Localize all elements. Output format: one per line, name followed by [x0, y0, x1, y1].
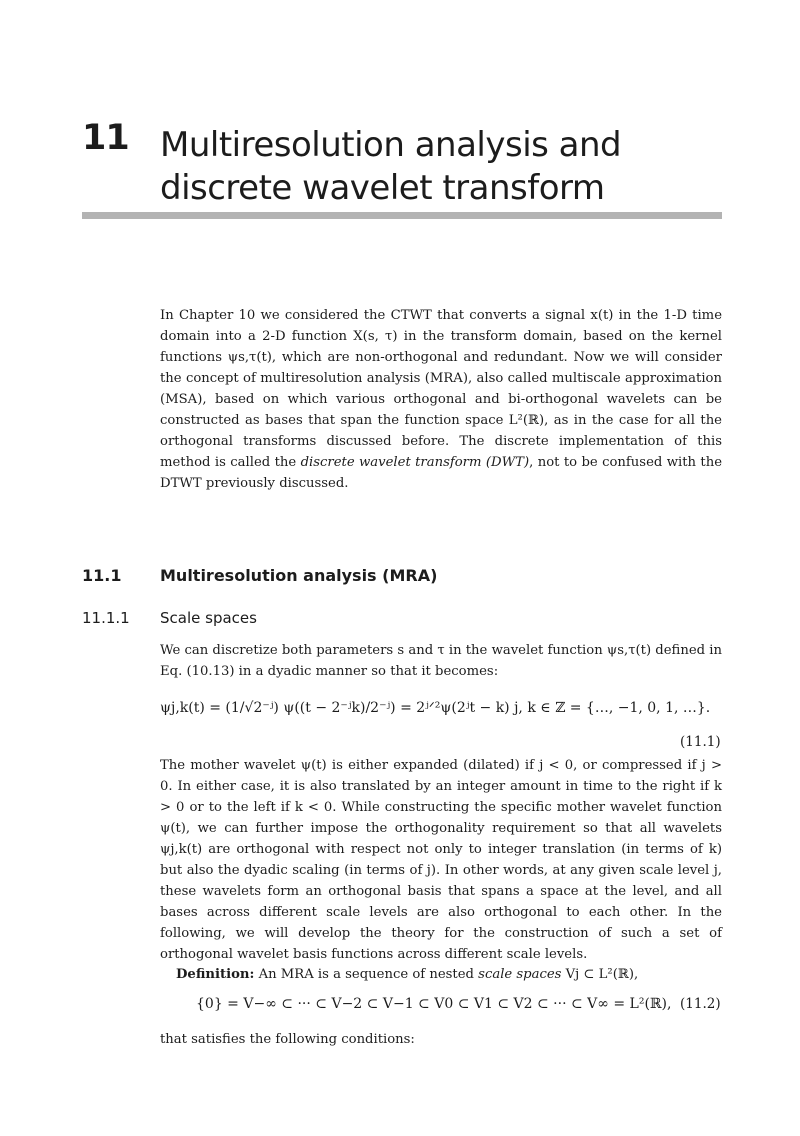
definition-text-before: An MRA is a sequence of nested: [254, 967, 479, 982]
paragraph-1: We can discretize both parameters s and τ in the wavelet function ψs,τ(t) defined in Eq. (10.13) in a dyadic manner so that it becomes:: [160, 643, 722, 679]
intro-emphasis: discrete wavelet transform (DWT): [300, 455, 530, 470]
definition-paragraph: [160, 964, 722, 985]
subsection-number: 11.1.1: [82, 609, 130, 627]
subsection-title: Scale spaces: [160, 609, 257, 627]
definition-emphasis: scale spaces: [478, 967, 562, 982]
paragraph-3: that satisfies the following conditions:: [160, 1032, 415, 1047]
chapter-rule: [82, 212, 722, 219]
equation-number-11-2: (11.2): [680, 996, 721, 1012]
equation-11-2: {0} = V−∞ ⊂ ··· ⊂ V−2 ⊂ V−1 ⊂ V0 ⊂ V1 ⊂ V2 ⊂ ··· ⊂ V∞ = L²(ℝ),: [196, 996, 672, 1012]
equation-11-1: ψj,k(t) = (1/√2⁻ʲ) ψ((t − 2⁻ʲk)/2⁻ʲ) = 2ʲᐟ²ψ(2ʲt − k) j, k ∈ ℤ = {…, −1, 0, 1, …}.: [160, 700, 711, 716]
chapter-number: 11: [82, 118, 129, 158]
intro-paragraph: [160, 305, 722, 494]
section-title: Multiresolution analysis (MRA): [160, 566, 438, 585]
definition-label: Definition:: [176, 967, 255, 982]
intro-text-before: In Chapter 10 we considered the CTWT that converts a signal x(t) in the 1-D time domain into a 2-D function X(s, τ) in the transform domain, based on the kernel functions ψs,τ(t), which are non-orthogonal and redundant. Now we will consider the concept of multiresolution analysis (MRA), also called multiscale approximation (MSA), based on which various orthogonal and bi-orthogonal wavelets can be constructed as bases that span the function space L²(ℝ), as in the case for all the orthogonal transforms discussed before. The discrete implementation of this method is called the: [160, 308, 722, 470]
definition-text-after: Vj ⊂ L²(ℝ),: [561, 967, 639, 982]
paragraph-2: The mother wavelet ψ(t) is either expanded (dilated) if j < 0, or compressed if j > 0. In either case, it is also translated by an integer amount in time to the right if k > 0 or to the left if k < 0. While constructing the specific mother wavelet function ψ(t), we can further impose the orthogonality requirement so that all wavelets ψj,k(t) are orthogonal with respect not only to integer translation (in terms of k) but also the dyadic scaling (in terms of j). In other words, at any given scale level j, these wavelets form an orthogonal basis that spans a space at the level, and all bases across different scale levels are also orthogonal to each other. In the following, we will develop the theory for the construction of such a set of orthogonal wavelet basis functions across different scale levels.: [160, 758, 722, 962]
section-number: 11.1: [82, 566, 122, 585]
intro-text-after: , not to be confused with the DTWT previously discussed.: [160, 455, 722, 491]
equation-number-11-1: (11.1): [680, 734, 721, 750]
chapter-title: Multiresolution analysis and discrete wavelet transform: [160, 125, 622, 208]
